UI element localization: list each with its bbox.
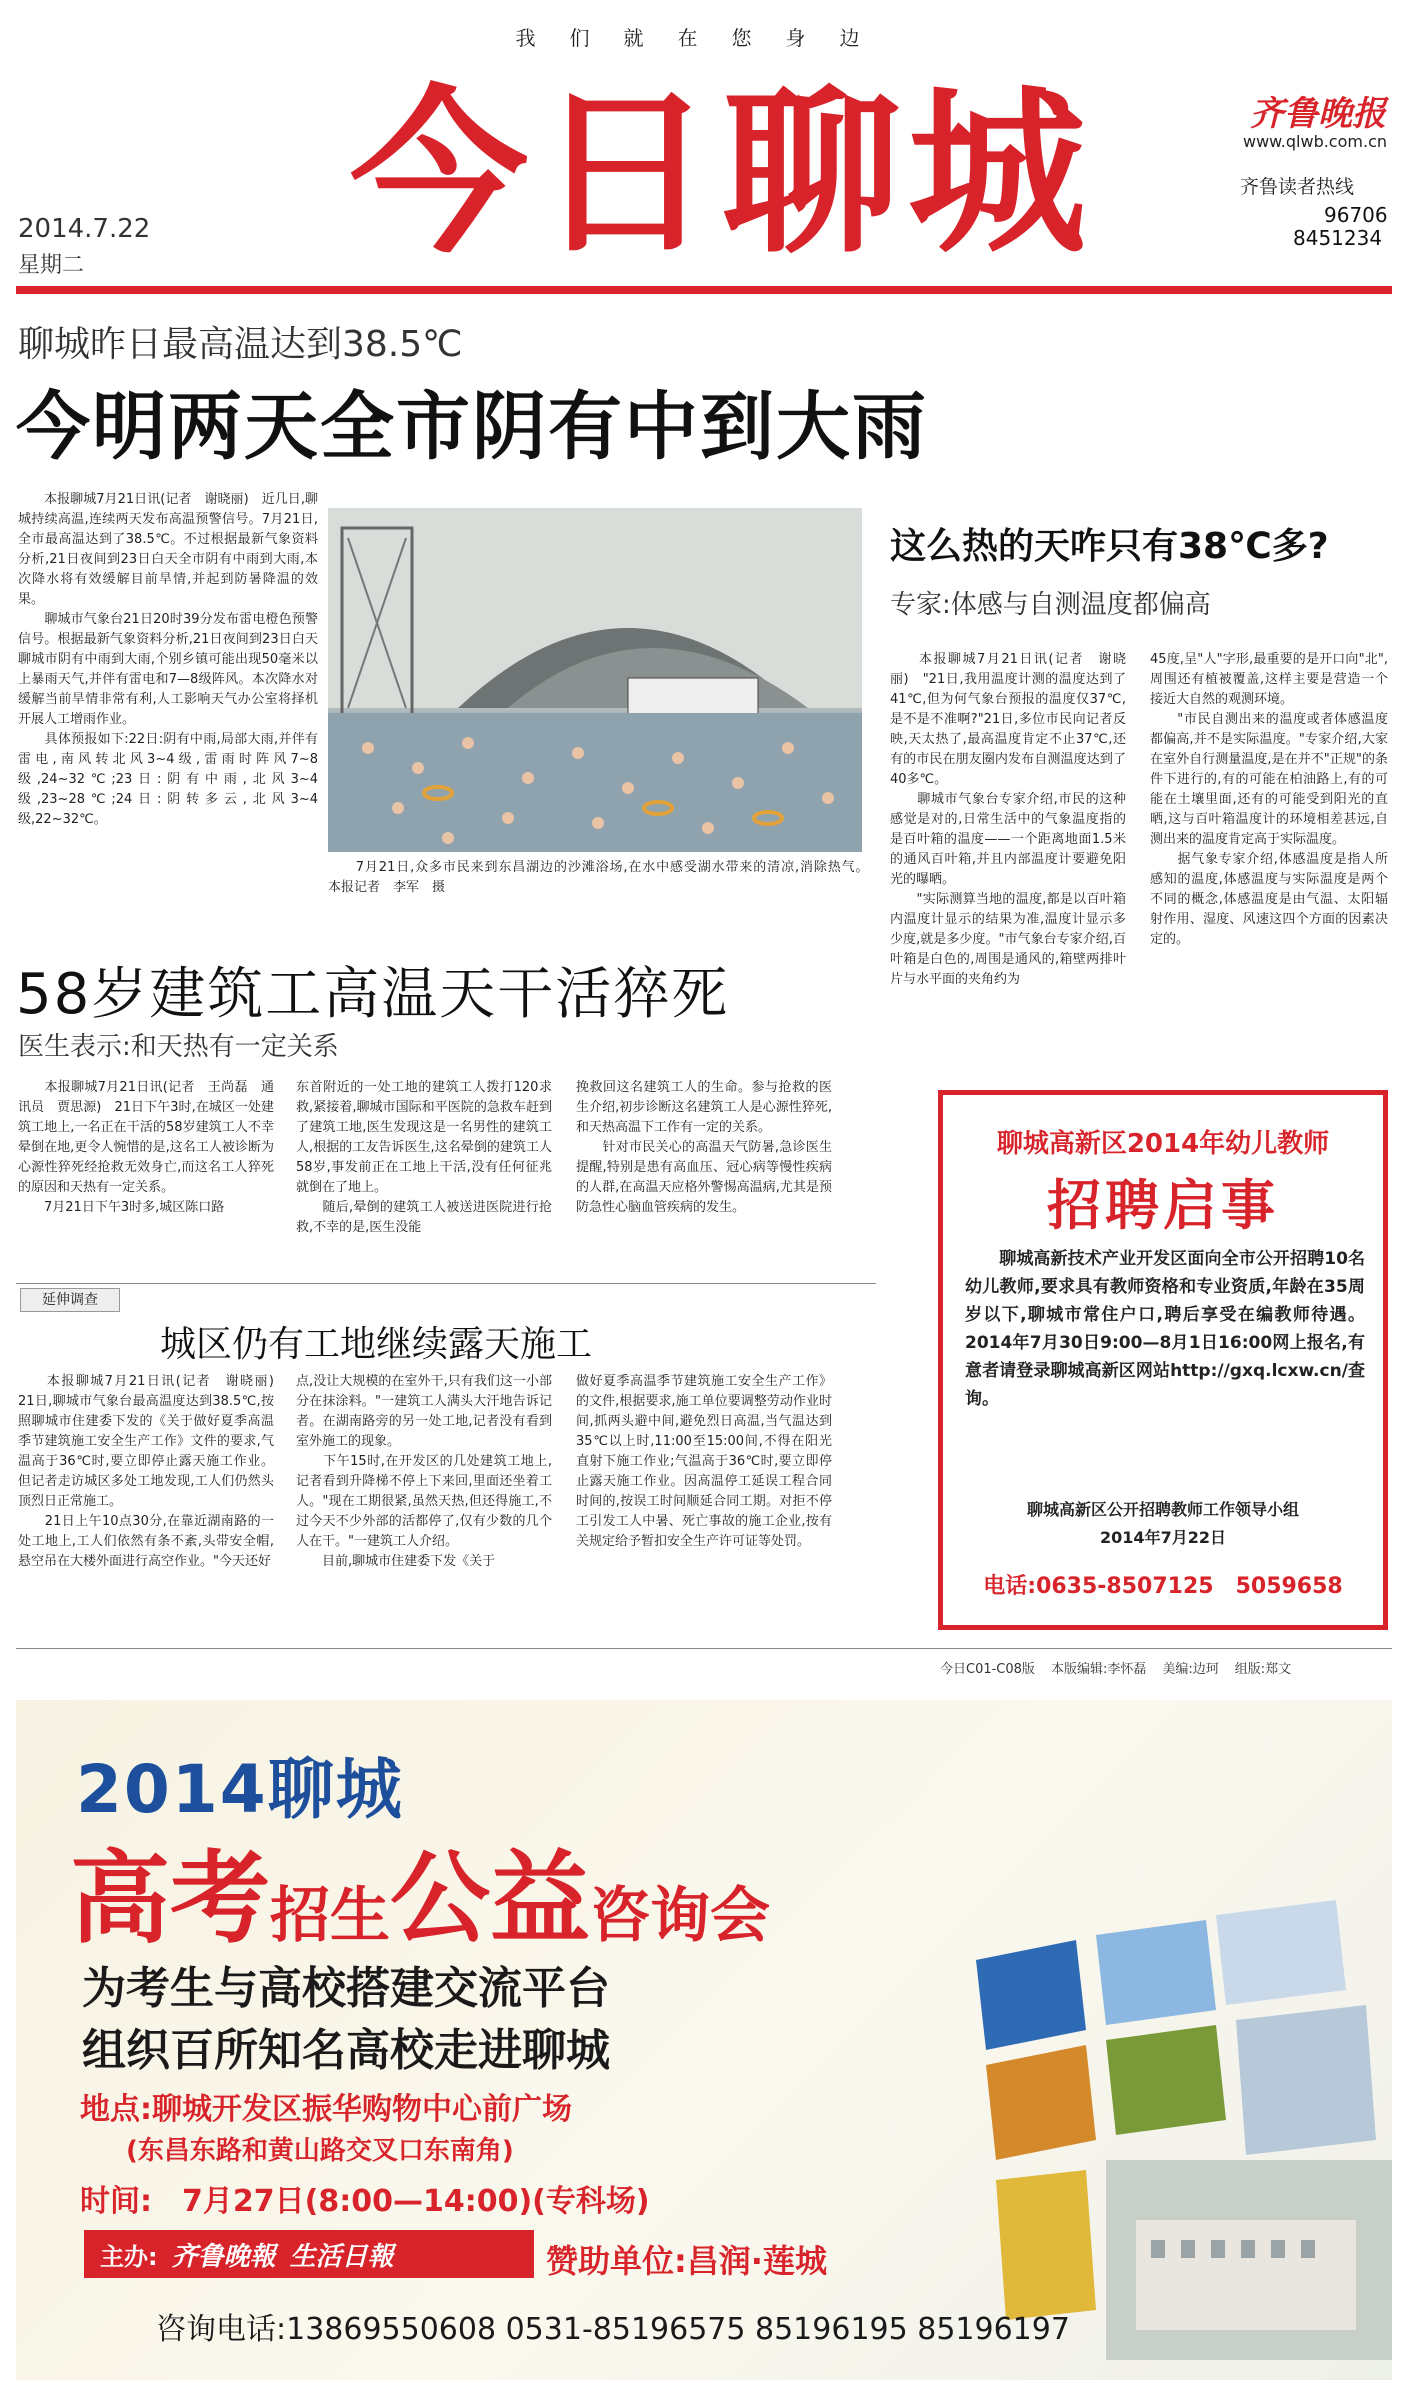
side-subheadline: 专家:体感与自测温度都偏高 xyxy=(890,590,1211,620)
ad-word-zixun: 咨询会 xyxy=(590,1881,770,1951)
ad-slogan1: 为考生与高校搭建交流平台 xyxy=(82,1963,610,2014)
ad-slogan2: 组织百所知名高校走进聊城 xyxy=(82,2025,610,2076)
gaokao-consultation-ad xyxy=(16,1700,1392,2380)
ad-host-label: 主办: xyxy=(100,2242,158,2271)
story3-headline: 城区仍有工地继续露天施工 xyxy=(160,1324,593,1365)
hotline-number-1: 96706 xyxy=(1324,203,1388,227)
story2-body-col1: 本报聊城7月21日讯(记者 王尚磊 通讯员 贾思源) 21日下午3时,在城区一处建筑工地上,一名正在干活的58岁建筑工人不幸晕倒在地,更令人惋惜的是,这名工人被诊断为心源性猝死经抢救无效身亡,而这名工人猝死的原因和天热有一定关系。 7月21日下午3时多,城区陈口路 xyxy=(18,1080,274,1215)
ad-word-zhaosheng: 招生 xyxy=(270,1881,390,1951)
side-headline: 这么热的天咋只有38℃多? xyxy=(890,526,1329,567)
recruit-title-big: 招聘启事 xyxy=(1047,1174,1279,1237)
side-body-col2: 45度,呈"人"字形,最重要的是开口向"北",周围还有植被覆盖,这样主要是营造一个接近大自然的观测环境。 "市民自测出来的温度或者体感温度都偏高,并不是实际温度。"专家介绍,大家在室外自行测量温度,是在并不"正规"的条件下进行的,有的可能在柏油路上,有的可能在土壤里面,还有的可能受到阳光的直晒,这与百叶箱温度计的环境相差甚远,自测出来的温度肯定高于实际温度。 据气象专家介绍,体感温度是指人所感知的温度,体感温度与实际温度是两个不同的概念,体感温度是由气温、太阳辐射作用、湿度、风速这四个方面的因素决定的。 xyxy=(1150,652,1388,947)
recruit-body: 聊城高新技术产业开发区面向全市公开招聘10名幼儿教师,要求具有教师资格和专业资质,年龄在35周岁以下,聊城市常住户口,聘后享受在编教师待遇。2014年7月30日9:00—8月1日16:00网上报名,有意者请登录聊城高新区网站http://gxq.lcxw.cn/查询。 xyxy=(965,1249,1365,1409)
ad-line1: 2014聊城 xyxy=(76,1751,404,1828)
recruitment-notice xyxy=(938,1090,1388,1630)
lead-headline: 今明两天全市阴有中到大雨 xyxy=(16,384,928,470)
ad-host-shenghuo: 生活日報 xyxy=(289,2241,394,2272)
story3-body-col1: 本报聊城7月21日讯(记者 谢晓丽) 21日,聊城市气象台最高温度达到38.5℃,按照聊城市住建委下发的《关于做好夏季高温季节建筑施工安全生产工作》文件的要求,气温高于36℃时,要立即停止露天施工作业。但记者走访城区多处工地发现,工人们仍然头顶烈日正常施工。 21日上午10点30分,在靠近湖南路的一处工地上,工人们依然有条不紊,头带安全帽,悬空吊在大楼外面进行高空作业。"今天还好 xyxy=(18,1374,274,1569)
photo-caption: 7月21日,众多市民来到东昌湖边的沙滩浴场,在水中感受湖水带来的清凉,消除热气。 本报记者 李军 摄 xyxy=(328,860,915,895)
story3-body-col3: 做好夏季高温季节建筑施工安全生产工作》的文件,根据要求,施工单位要调整劳动作业时间,抓两头避中间,避免烈日高温,当气温达到35℃以上时,11:00至15:00间,不得在阳光直射下施工作业;气温高于36℃时,要立即停止露天施工作业。因高温停工延误工程合同时间的,按误工时间顺延合同工期。对拒不停工引发工人中暑、死亡事故的施工企业,按有关规定给予暂扣安全生产许可证等处罚。 xyxy=(576,1374,832,1549)
beach-photo-illustration xyxy=(328,508,862,852)
beach-photo xyxy=(328,508,862,852)
story2-subheadline: 医生表示:和天热有一定关系 xyxy=(18,1032,339,1062)
credits-pages: 今日C01-C08版 xyxy=(940,1662,1035,1677)
lead-kicker: 聊城昨日最高温达到38.5℃ xyxy=(18,324,463,365)
credits-proof: 组版:郑文 xyxy=(1234,1662,1292,1677)
issue-date: 2014.7.22 xyxy=(18,214,151,244)
story3-divider xyxy=(16,1283,876,1284)
ad-sponsor: 赞助单位:昌润·莲城 xyxy=(546,2242,827,2280)
ad-host-qilu: 齐鲁晚報 xyxy=(171,2241,276,2272)
ad-title xyxy=(70,1818,770,1962)
story2-body-col2: 东首附近的一处工地的建筑工人拨打120求救,紧接着,聊城市国际和平医院的急救车赶到了建筑工地,医生发现这是一名男性的建筑工人,根据的工友告诉医生,这名晕倒的建筑工人58岁,事发前正在工地上干活,没有任何征兆就倒在了地上。 随后,晕倒的建筑工人被送进医院进行抢救,不幸的是,医生没能 xyxy=(296,1080,552,1235)
story3-tag: 延伸调查 xyxy=(20,1288,120,1312)
recruit-title-line: 聊城高新区2014年幼儿教师 xyxy=(996,1129,1330,1159)
recruit-signature: 聊城高新区公开招聘教师工作领导小组 xyxy=(1026,1500,1299,1519)
ad-time: 时间: 7月27日(8:00—14:00)(专科场) xyxy=(80,2184,650,2219)
ad-word-gaokao: 高考 xyxy=(70,1840,270,1957)
recruit-sign-date: 2014年7月22日 xyxy=(1100,1528,1226,1547)
masthead-slogan: 我们就在您身边 xyxy=(515,26,894,50)
story2-headline: 58岁建筑工高温天干活猝死 xyxy=(16,962,730,1027)
credits-line xyxy=(940,1658,1291,1677)
ad-venue-detail: (东昌东路和黄山路交叉口东南角) xyxy=(126,2136,514,2166)
ad-venue: 地点:聊城开发区振华购物中心前广场 xyxy=(80,2092,572,2127)
masthead-title: 今日聊城 xyxy=(350,68,1094,277)
story3-body-col2: 点,没让大规模的在室外干,只有我们这一小部分在抹涂料。"一建筑工人满头大汗地告诉记者。在湖南路旁的另一处工地,记者没有看到室外施工的现象。 下午15时,在开发区的几处建筑工地上,记者看到升降梯不停上下来回,里面还坐着工人。"现在工期很紧,虽然天热,但还得施工,不过今天不少外部的活都停了,仅有少数的几个人在干。"一建筑工人介绍。 目前,聊城市住建委下发《关于 xyxy=(296,1374,552,1569)
lead-body: 本报聊城7月21日讯(记者 谢晓丽) 近几日,聊城持续高温,连续两天发布高温预警信号。7月21日,全市最高温达到了38.5℃。不过根据最新气象资料分析,21日夜间到23日白天全市阴有中雨到大雨,本次降水将有效缓解目前旱情,并起到防暑降温的效果。 聊城市气象台21日20时39分发布雷电橙色预警信号。根据最新气象资料分析,21日夜间到23日白天聊城市阴有中雨到大雨,个别乡镇可能出现50毫米以上暴雨天气,并伴有雷电和7—8级阵风。本次降水对缓解当前旱情非常有利,人工影响天气办公室将择机开展人工增雨作业。 具体预报如下:22日:阴有中雨,局部大雨,并伴有雷电,南风转北风3~4级,雷雨时阵风7~8级,24~32℃;23日:阴有中雨,北风3~4级,23~28℃;24日:阴转多云,北风3~4级,22~32℃。 xyxy=(18,492,318,827)
ad-word-gongyi: 公益 xyxy=(390,1840,590,1957)
credits-rule xyxy=(16,1648,1392,1649)
hotline-label: 齐鲁读者热线 xyxy=(1240,176,1355,198)
side-body-col1: 本报聊城7月21日讯(记者 谢晓丽) "21日,我用温度计测的温度达到了41℃,但为何气象台预报的温度仅37℃,是不是不准啊?"21日,多位市民向记者反映,天太热了,最高温度肯定不止37℃,还有的市民在朋友圈内发布自测温度达到了40多℃。 聊城市气象台专家介绍,市民的这种感觉是对的,日常生活中的气象温度指的是百叶箱的温度——一个距离地面1.5米的通风百叶箱,并且内部温度计要避免阳光的曝晒。 "实际测算当地的温度,都是以百叶箱内温度计显示的结果为准,温度计显示多少度,就是多少度。"市气象台专家介绍,百叶箱是白色的,周围是通风的,箱壁两排叶片与水平面的夹角约为 xyxy=(890,652,1126,987)
ad-phone: 咨询电话:13869550608 0531-85196575 85196195 85196197 xyxy=(156,2312,1070,2347)
issue-weekday: 星期二 xyxy=(18,253,85,278)
hotline-number-2: 8451234 xyxy=(1293,226,1383,250)
story2-body-col3: 挽救回这名建筑工人的生命。参与抢救的医生介绍,初步诊断这名建筑工人是心源性猝死,和天热高温下工作有一定的关系。 针对市民关心的高温天气防暑,急诊医生提醒,特别是患有高血压、冠心病等慢性疾病的人群,在高温天应格外警惕高温病,尤其是预防急性心脑血管疾病的发生。 xyxy=(576,1080,832,1215)
masthead-rule xyxy=(16,286,1392,294)
recruit-phone: 电话:0635-8507125 5059658 xyxy=(983,1574,1343,1599)
credits-editor: 本版编辑:李怀磊 xyxy=(1050,1662,1147,1677)
credits-art: 美编:边珂 xyxy=(1162,1662,1219,1677)
qilu-evening-logo: 齐鲁晚报 xyxy=(1250,94,1386,134)
ad-decoration xyxy=(916,1840,1392,2380)
brand-url-link[interactable]: www.qlwb.com.cn xyxy=(1243,132,1387,151)
ad-host-bar xyxy=(84,2230,534,2278)
